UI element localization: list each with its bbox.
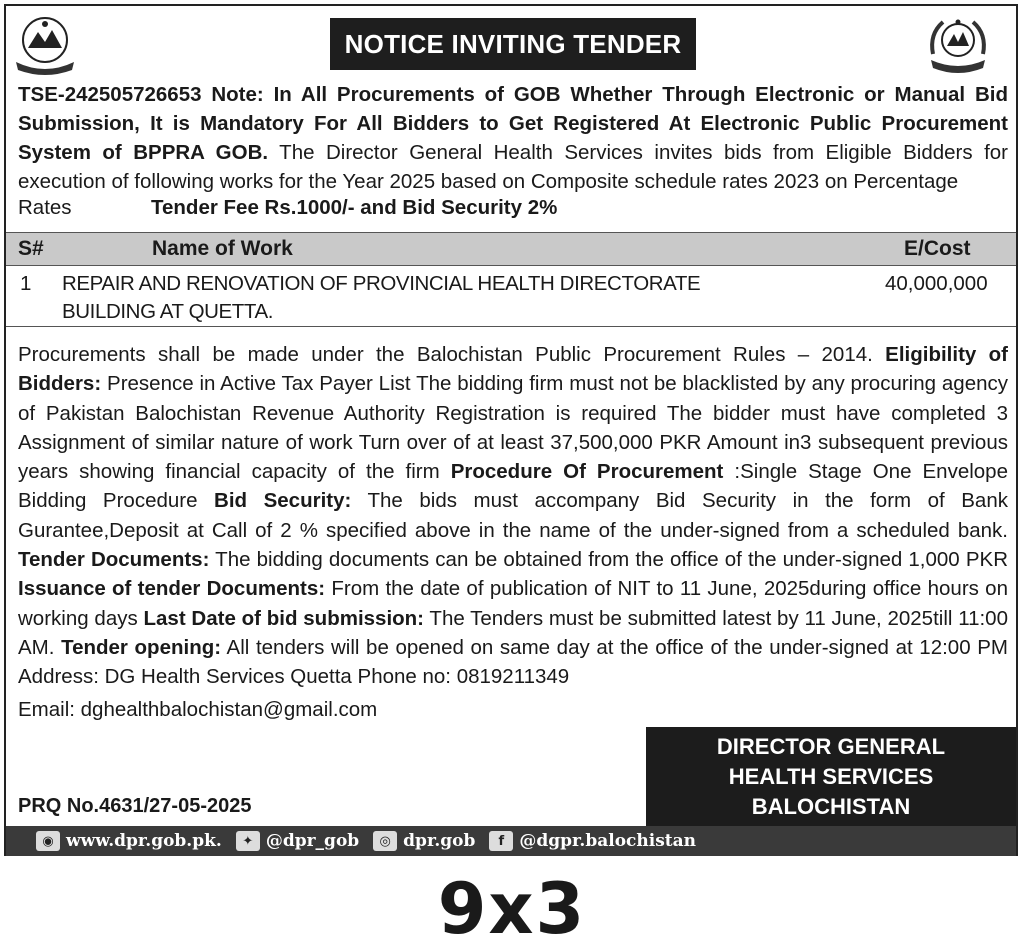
procedure-heading: Procedure Of Procurement <box>450 460 724 484</box>
header-e-cost: E/Cost <box>904 237 971 260</box>
bid-security-heading: Bid Security: <box>214 489 352 513</box>
footer-web[interactable] <box>36 831 222 851</box>
row-cost: 40,000,000 <box>885 272 988 295</box>
signature-line-1: DIRECTOR GENERAL <box>716 734 946 759</box>
eligibility-heading: Eligibility of Bidders: <box>18 343 1008 396</box>
issuance-heading: Issuance of tender Documents: <box>18 577 326 601</box>
ad-size-label: 9x3 <box>437 868 587 950</box>
footer-facebook[interactable] <box>489 831 696 851</box>
twitter-icon: ✦ <box>236 831 260 851</box>
header-name-of-work: Name of Work <box>152 237 293 260</box>
body-text-6: From the date of publication of NIT to 11 June, 2025during office hours on working days <box>18 577 1008 630</box>
row-name-line2: BUILDING AT QUETTA. <box>62 300 274 323</box>
fee-line <box>18 196 1008 220</box>
rates-label: Rates <box>18 196 72 219</box>
government-emblem-right-icon <box>925 14 991 80</box>
row-sn: 1 <box>20 272 32 295</box>
body-text-7: The Tenders must be submitted latest by 11 June, 2025till 11:00 AM. <box>18 606 1008 659</box>
footer-web-text: www.dpr.gob.pk. <box>66 831 222 851</box>
contact-email: Email: dghealthbalochistan@gmail.com <box>18 698 378 721</box>
instagram-icon: ◎ <box>373 831 397 851</box>
body-text-4: The bids must accompany Bid Security in the form of Bank Gurantee,Deposit at Call of 2 % specified above in the name of the under-signed from a scheduled bank. <box>18 489 1008 542</box>
facebook-icon: f <box>489 831 513 851</box>
body-text-2: Presence in Active Tax Payer List The bidding firm must not be blacklisted by any procuring agency of Pakistan Balochistan Revenue Authority Registration is required The bidder must have completed 3 Assignment of similar nature of work Turn over of at least 37,500,000 PKR Amount in3 subsequent previous years showing financial capacity of the firm <box>18 372 1008 484</box>
footer-twitter-text: @dpr_gob <box>265 831 360 851</box>
footer-bar <box>6 826 1016 856</box>
intro-paragraph <box>18 80 1008 196</box>
footer-instagram[interactable] <box>373 831 475 851</box>
row-name-line1: REPAIR AND RENOVATION OF PROVINCIAL HEALTH DIRECTORATE <box>62 272 701 295</box>
notice-banner: NOTICE INVITING TENDER <box>330 18 696 70</box>
government-emblem-left-icon <box>12 12 78 78</box>
prq-number: PRQ No.4631/27-05-2025 <box>18 795 252 817</box>
tender-reference: TSE-242505726653 Note: In All Procurements of GOB Whether Through Electronic or Manual Bid Submission, It is Mandatory For All Bidders to Get Registered At Electronic Public Procurement System of BPPRA GOB. <box>18 83 1008 164</box>
intro-text: The Director General Health Services invites bids from Eligible Bidders for execution of following works for the Year 2025 based on Composite schedule rates 2023 on Percentage <box>18 141 1008 193</box>
globe-icon: ◉ <box>36 831 60 851</box>
footer-twitter[interactable] <box>236 831 359 851</box>
tender-documents-heading: Tender Documents: <box>18 548 210 572</box>
body-text-5: The bidding documents can be obtained from the office of the under-signed 1,000 PKR <box>209 548 1008 572</box>
body-text-8: All tenders will be opened on same day at the office of the under-signed at 12:00 PM Address: DG Health Services Quetta Phone no: 0819211349 <box>18 635 1008 689</box>
header-sn: S# <box>18 237 44 260</box>
last-date-heading: Last Date of bid submission: <box>143 606 425 630</box>
table-header <box>6 232 1016 266</box>
body-text-1: Procurements shall be made under the Balochistan Public Procurement Rules – 2014. <box>18 343 886 366</box>
body-text-3: :Single Stage One Envelope Bidding Procedure <box>18 460 1008 513</box>
footer-facebook-text: @dgpr.balochistan <box>519 831 697 851</box>
signature-line-2: HEALTH SERVICES <box>728 764 934 789</box>
signature-line-3: BALOCHISTAN <box>751 794 911 819</box>
footer-instagram-text: dpr.gob <box>403 831 476 851</box>
tender-fee: Tender Fee Rs.1000/- and Bid Security 2% <box>151 196 558 219</box>
tender-details-paragraph <box>18 340 1008 692</box>
signature-block <box>646 727 1016 827</box>
table-row <box>6 268 1016 327</box>
tender-opening-heading: Tender opening: <box>61 635 222 659</box>
